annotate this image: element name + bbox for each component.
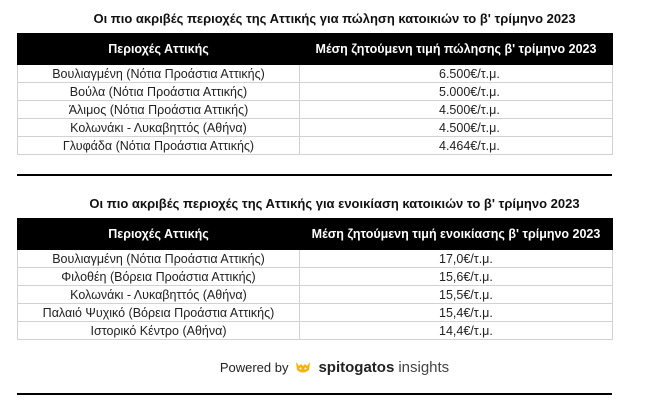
price-cell: 6.500€/τ.μ.	[300, 65, 613, 83]
sale-table-header-row	[18, 34, 613, 65]
bottom-divider	[17, 393, 612, 395]
price-cell: 4.464€/τ.μ.	[300, 137, 613, 155]
area-cell: Βούλα (Νότια Προάστια Αττικής)	[18, 83, 300, 101]
rent-header-price: Μέση ζητούμενη τιμή ενοικίασης β' τρίμηνο 2023	[300, 219, 613, 250]
table-row	[18, 137, 613, 155]
area-cell: Κολωνάκι - Λυκαβηττός (Αθήνα)	[18, 286, 300, 304]
area-cell: Παλαιό Ψυχικό (Βόρεια Προάστια Αττικής)	[18, 304, 300, 322]
powered-by-label: Powered by	[219, 359, 289, 375]
price-cell: 15,6€/τ.μ.	[300, 268, 613, 286]
area-cell: Άλιμος (Νότια Προάστια Αττικής)	[18, 101, 300, 119]
sale-table	[17, 33, 613, 155]
table-row	[18, 65, 613, 83]
area-cell: Βουλιαγμένη (Νότια Προάστια Αττικής)	[18, 250, 300, 268]
price-cell: 15,5€/τ.μ.	[300, 286, 613, 304]
price-cell: 4.500€/τ.μ.	[300, 101, 613, 119]
brand-suffix: insights	[398, 358, 450, 376]
table-row	[18, 268, 613, 286]
area-cell: Γλυφάδα (Νότια Προάστια Αττικής)	[18, 137, 300, 155]
rent-table-title: Οι πιο ακριβές περιοχές της Αττικής για ενοικίαση κατοικιών το β' τρίμηνο 2023	[89, 196, 580, 211]
area-cell: Κολωνάκι - Λυκαβηττός (Αθήνα)	[18, 119, 300, 137]
table-row	[18, 304, 613, 322]
table-row	[18, 83, 613, 101]
price-cell: 14,4€/τ.μ.	[300, 322, 613, 340]
sale-header-price: Μέση ζητούμενη τιμή πώλησης β' τρίμηνο 2023	[300, 34, 613, 65]
price-cell: 5.000€/τ.μ.	[300, 83, 613, 101]
section-divider	[17, 174, 612, 176]
table-row	[18, 322, 613, 340]
price-cell: 4.500€/τ.μ.	[300, 119, 613, 137]
price-cell: 15,4€/τ.μ.	[300, 304, 613, 322]
sale-header-area: Περιοχές Αττικής	[18, 34, 300, 65]
price-cell: 17,0€/τ.μ.	[300, 250, 613, 268]
area-cell: Ιστορικό Κέντρο (Αθήνα)	[18, 322, 300, 340]
brand-name: spitogatos	[318, 358, 395, 376]
powered-by-footer	[0, 358, 669, 376]
area-cell: Φιλοθέη (Βόρεια Προάστια Αττικής)	[18, 268, 300, 286]
table-row	[18, 286, 613, 304]
area-cell: Βουλιαγμένη (Νότια Προάστια Αττικής)	[18, 65, 300, 83]
rent-table-header-row	[18, 219, 613, 250]
spitogatos-cat-logo-icon	[294, 358, 312, 376]
sale-table-title: Οι πιο ακριβές περιοχές της Αττικής για πώληση κατοικιών το β' τρίμηνο 2023	[93, 11, 576, 26]
rent-header-area: Περιοχές Αττικής	[18, 219, 300, 250]
table-row	[18, 119, 613, 137]
table-row	[18, 101, 613, 119]
rent-table	[17, 218, 613, 340]
table-row	[18, 250, 613, 268]
